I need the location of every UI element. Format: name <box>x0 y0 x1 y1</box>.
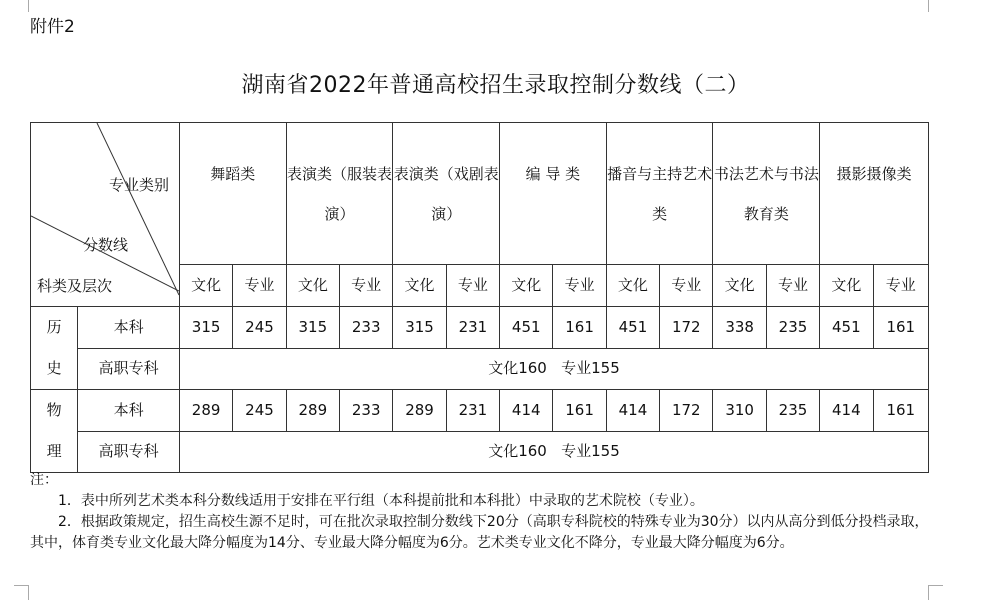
score-cell: 414 <box>606 390 659 432</box>
group-physics <box>31 390 78 473</box>
category-header: 摄影摄像类 <box>820 123 929 265</box>
level-label: 高职专科 <box>78 348 180 390</box>
page-title: 湖南省2022年普通高校招生录取控制分数线（二） <box>241 73 750 98</box>
score-cell: 161 <box>873 390 928 432</box>
group-history <box>31 307 78 390</box>
score-cell: 245 <box>233 390 286 432</box>
attachment-label: 附件2 <box>30 17 75 37</box>
crop-mark-top-left <box>14 0 29 12</box>
subheader-culture: 文化 <box>179 265 232 307</box>
subheader-major: 专业 <box>233 265 286 307</box>
score-cell: 315 <box>393 307 446 349</box>
subheader-culture: 文化 <box>606 265 659 307</box>
category-header: 表演类（戏剧表演） <box>393 123 500 265</box>
subheader-culture: 文化 <box>286 265 339 307</box>
score-cell: 161 <box>553 307 606 349</box>
subheader-culture: 文化 <box>500 265 553 307</box>
score-cell: 338 <box>713 307 766 349</box>
score-cell: 451 <box>500 307 553 349</box>
group-name-top: 历 <box>46 318 62 336</box>
score-cell: 414 <box>820 390 873 432</box>
score-cell: 231 <box>446 307 499 349</box>
notes <box>30 470 935 554</box>
category-header: 书法艺术与书法教育类 <box>713 123 820 265</box>
score-cell: 315 <box>286 307 339 349</box>
subheader-major: 专业 <box>340 265 393 307</box>
score-cell: 414 <box>500 390 553 432</box>
score-cell: 233 <box>340 307 393 349</box>
score-cell: 451 <box>606 307 659 349</box>
score-cell: 231 <box>446 390 499 432</box>
subheader-major: 专业 <box>446 265 499 307</box>
subheader-major: 专业 <box>766 265 819 307</box>
score-cell: 161 <box>553 390 606 432</box>
score-cell: 235 <box>766 390 819 432</box>
score-table <box>30 122 929 473</box>
category-header: 编 导 类 <box>500 123 607 265</box>
note-item: 2．根据政策规定，招生高校生源不足时，可在批次录取控制分数线下20分（高职专科院校的特殊专业为30分）以内从高分到低分投档录取，其中，体育类专业文化最大降分幅度为14分、专业最大降分幅度为6分。艺术类专业文化不降分，专业最大降分幅度为6分。 <box>30 514 929 551</box>
corner-subject-level: 科类及层次 <box>37 277 113 295</box>
group-name-bottom: 理 <box>46 442 62 460</box>
category-header: 表演类（服装表演） <box>286 123 393 265</box>
merged-score-cell: 文化160 专业155 <box>179 348 928 390</box>
score-cell: 289 <box>286 390 339 432</box>
subheader-major: 专业 <box>873 265 928 307</box>
score-cell: 315 <box>179 307 232 349</box>
header-corner-cell <box>31 123 180 307</box>
note-item: 1．表中所列艺术类本科分数线适用于安排在平行组（本科提前批和本科批）中录取的艺术院校（专业）。 <box>58 493 704 509</box>
subheader-major: 专业 <box>660 265 713 307</box>
score-cell: 172 <box>660 390 713 432</box>
level-label: 高职专科 <box>78 431 180 473</box>
subheader-major: 专业 <box>553 265 606 307</box>
merged-score-cell: 文化160 专业155 <box>179 431 928 473</box>
level-label: 本科 <box>78 307 180 349</box>
corner-score-line: 分数线 <box>83 236 129 254</box>
score-cell: 310 <box>713 390 766 432</box>
score-cell: 289 <box>393 390 446 432</box>
group-name-top: 物 <box>46 401 62 419</box>
notes-label: 注： <box>30 472 58 488</box>
level-label: 本科 <box>78 390 180 432</box>
score-cell: 233 <box>340 390 393 432</box>
subheader-culture: 文化 <box>820 265 873 307</box>
crop-mark-top-right <box>928 0 943 12</box>
subheader-culture: 文化 <box>393 265 446 307</box>
score-cell: 235 <box>766 307 819 349</box>
subheader-culture: 文化 <box>713 265 766 307</box>
category-header: 舞蹈类 <box>179 123 286 265</box>
score-cell: 289 <box>179 390 232 432</box>
score-cell: 161 <box>873 307 928 349</box>
score-cell: 172 <box>660 307 713 349</box>
group-name-bottom: 史 <box>46 359 62 377</box>
corner-major-category: 专业类别 <box>109 176 170 194</box>
score-cell: 451 <box>820 307 873 349</box>
score-cell: 245 <box>233 307 286 349</box>
category-header: 播音与主持艺术类 <box>606 123 713 265</box>
